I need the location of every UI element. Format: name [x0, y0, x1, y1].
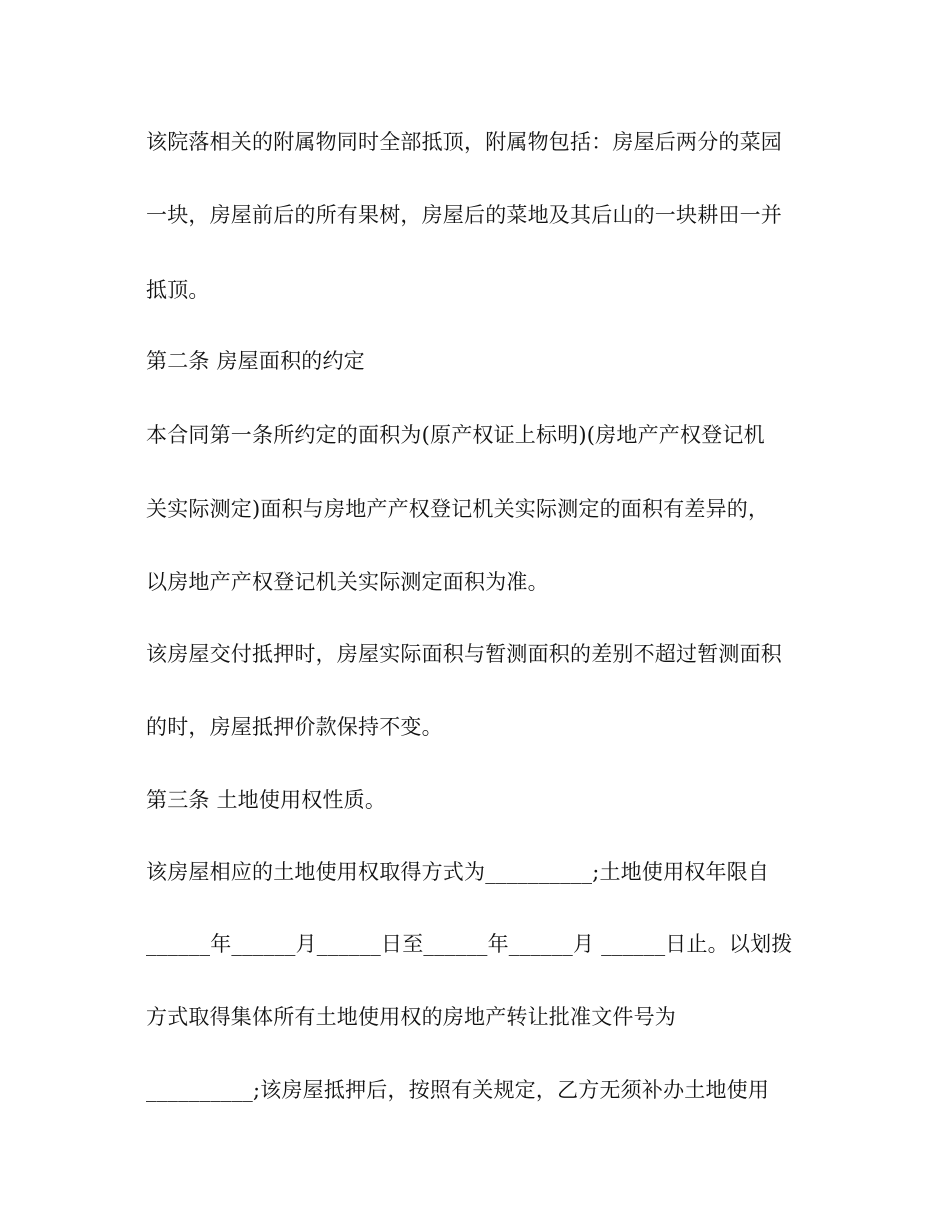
- body-text-line: ______年______月______日至______年______月 ______日止。以划拨: [146, 932, 793, 956]
- article-heading: 第二条 房屋面积的约定: [146, 349, 365, 373]
- body-text-line: 关实际测定)面积与房地产产权登记机关实际测定的面积有差异的，: [146, 497, 770, 521]
- body-text-line: 以房地产产权登记机关实际测定面积为准。: [146, 570, 549, 594]
- body-text-line: 方式取得集体所有土地使用权的房地产转让批准文件号为: [146, 1005, 676, 1029]
- body-text-line: 的时，房屋抵押价款保持不变。: [146, 715, 443, 739]
- body-text-line: 本合同第一条所约定的面积为(原产权证上标明)(房地产产权登记机: [146, 423, 765, 447]
- body-text-line: 该房屋交付抵押时，房屋实际面积与暂测面积的差别不超过暂测面积: [146, 642, 782, 666]
- body-text-line: 抵顶。: [146, 278, 210, 302]
- body-text-line: 一块，房屋前后的所有果树，房屋后的菜地及其后山的一块耕田一并: [146, 203, 782, 227]
- body-text-line: __________;该房屋抵押后，按照有关规定，乙方无须补办土地使用: [146, 1078, 770, 1102]
- body-text-line: 该院落相关的附属物同时全部抵顶，附属物包括：房屋后两分的菜园: [146, 130, 782, 154]
- article-heading: 第三条 土地使用权性质。: [146, 788, 387, 812]
- body-text-line: 该房屋相应的土地使用权取得方式为__________;土地使用权年限自: [146, 860, 770, 884]
